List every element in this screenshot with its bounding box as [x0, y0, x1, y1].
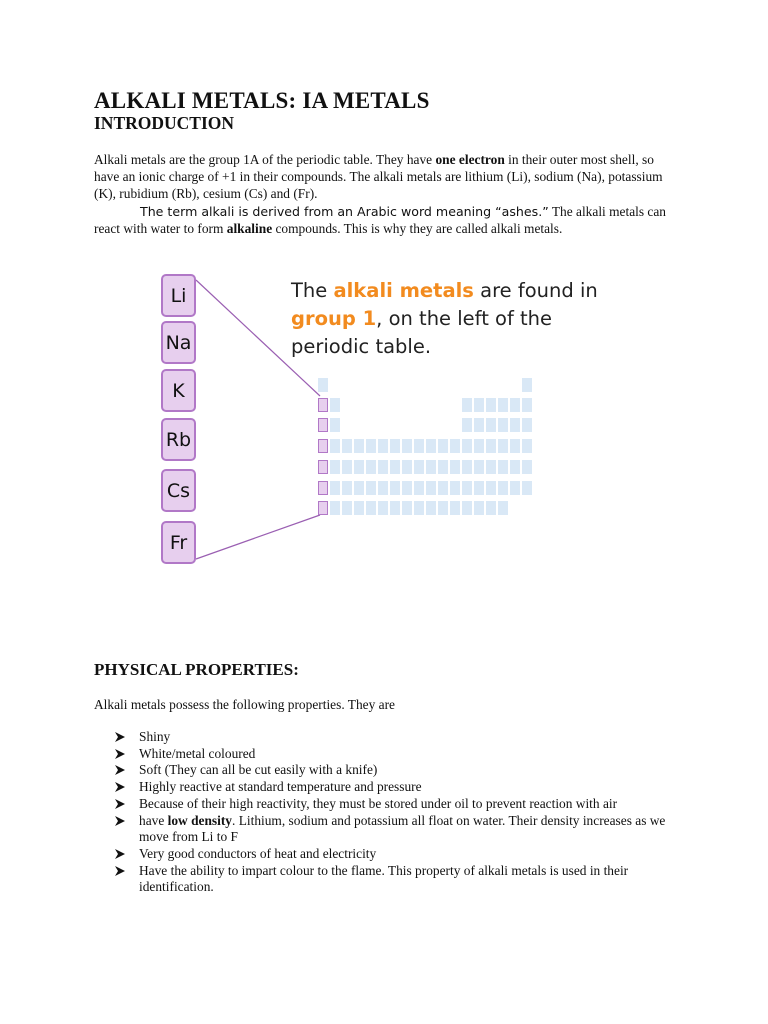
caption-text: are found in	[473, 279, 598, 302]
periodic-table-cell	[474, 460, 484, 474]
periodic-table-cell	[474, 439, 484, 453]
periodic-table-cell	[366, 460, 376, 474]
periodic-table-cell	[342, 481, 352, 495]
arrow-bullet-icon	[114, 748, 126, 760]
element-tile-li: Li	[161, 274, 196, 317]
periodic-table-cell	[450, 460, 460, 474]
periodic-table-cell	[450, 481, 460, 495]
periodic-table-cell	[402, 398, 412, 412]
periodic-table-cell	[378, 460, 388, 474]
periodic-table-cell	[522, 439, 532, 453]
periodic-table-cell	[318, 398, 328, 412]
periodic-table-cell	[318, 418, 328, 432]
periodic-table-cell	[390, 439, 400, 453]
property-item	[112, 813, 686, 846]
periodic-table-cell	[498, 378, 508, 392]
periodic-table-cell	[486, 378, 496, 392]
caption-highlight: alkali metals	[333, 279, 474, 302]
periodic-table-cell	[414, 378, 424, 392]
periodic-table-cell	[462, 378, 472, 392]
periodic-table-cell	[342, 501, 352, 515]
periodic-table-cell	[330, 481, 340, 495]
property-item	[112, 846, 686, 863]
property-item	[112, 746, 686, 763]
periodic-table-cell	[402, 418, 412, 432]
periodic-table-cell	[378, 501, 388, 515]
caption-text: , on the left of the periodic table.	[291, 307, 553, 358]
periodic-table-cell	[366, 378, 376, 392]
caption-highlight: group 1	[291, 307, 377, 330]
periodic-table-cell	[498, 460, 508, 474]
property-text: Have the ability to impart colour to the flame. This property of alkali metals is used in their identification.	[139, 862, 629, 895]
periodic-table-cell	[510, 378, 520, 392]
periodic-table-cell	[366, 439, 376, 453]
periodic-table-cell	[486, 439, 496, 453]
arrow-bullet-icon	[114, 848, 126, 860]
periodic-table-row	[318, 479, 534, 497]
periodic-table-cell	[414, 398, 424, 412]
periodic-table-cell	[438, 481, 448, 495]
periodic-table-cell	[474, 481, 484, 495]
periodic-table-cell	[330, 418, 340, 432]
intro-text: The term alkali is derived from an Arabic word meaning “ashes.”	[140, 204, 549, 219]
periodic-table-cell	[498, 501, 508, 515]
periodic-table-cell	[522, 418, 532, 432]
periodic-table-cell	[414, 439, 424, 453]
periodic-table-cell	[402, 501, 412, 515]
periodic-table-cell	[342, 418, 352, 432]
periodic-table-cell	[498, 481, 508, 495]
property-item	[112, 729, 686, 746]
property-text: Highly reactive at standard temperature and pressure	[139, 779, 422, 795]
periodic-table-cell	[318, 460, 328, 474]
periodic-table-cell	[318, 439, 328, 453]
periodic-table-cell	[450, 439, 460, 453]
periodic-table-cell	[438, 418, 448, 432]
periodic-table-cell	[414, 481, 424, 495]
periodic-table-cell	[498, 398, 508, 412]
periodic-table-cell	[318, 378, 328, 392]
periodic-table-cell	[462, 460, 472, 474]
periodic-table-cell	[366, 418, 376, 432]
periodic-table-cell	[390, 501, 400, 515]
property-text: Shiny	[139, 729, 171, 744]
physical-intro: Alkali metals possess the following properties. They are	[94, 697, 395, 712]
periodic-table-cell	[462, 481, 472, 495]
caption-text: The	[291, 279, 334, 302]
periodic-table-cell	[402, 439, 412, 453]
periodic-table-cell	[366, 501, 376, 515]
periodic-table-cell	[426, 378, 436, 392]
arrow-bullet-icon	[114, 731, 126, 743]
element-tile-na: Na	[161, 321, 196, 364]
periodic-table-row	[318, 458, 534, 476]
periodic-table-cell	[342, 439, 352, 453]
periodic-table-cell	[342, 378, 352, 392]
element-tile-rb: Rb	[161, 418, 196, 461]
element-tile-k: K	[161, 369, 196, 412]
periodic-table-row	[318, 437, 534, 455]
periodic-table-cell	[342, 460, 352, 474]
periodic-table-cell	[438, 501, 448, 515]
arrow-bullet-icon	[114, 764, 126, 776]
property-item	[112, 863, 686, 896]
periodic-table-cell	[426, 418, 436, 432]
periodic-table-cell	[378, 418, 388, 432]
periodic-table-cell	[450, 378, 460, 392]
periodic-table-cell	[486, 460, 496, 474]
periodic-table-row	[318, 396, 534, 414]
periodic-table-cell	[414, 418, 424, 432]
property-bold-text: low density	[167, 812, 232, 828]
periodic-table-cell	[522, 460, 532, 474]
periodic-table-cell	[426, 501, 436, 515]
property-text: have	[139, 812, 168, 828]
intro-bold-text: alkaline	[226, 221, 273, 236]
periodic-table-cell	[318, 481, 328, 495]
periodic-table-cell	[450, 501, 460, 515]
periodic-table-cell	[414, 501, 424, 515]
periodic-table-cell	[342, 398, 352, 412]
periodic-table-cell	[474, 418, 484, 432]
periodic-table-cell	[402, 460, 412, 474]
periodic-table-cell	[354, 378, 364, 392]
periodic-table-cell	[426, 460, 436, 474]
periodic-table-cell	[426, 439, 436, 453]
periodic-table-cell	[498, 439, 508, 453]
periodic-table-cell	[402, 378, 412, 392]
property-text: Very good conductors of heat and electricity	[139, 845, 377, 861]
periodic-table-cell	[450, 398, 460, 412]
periodic-table-cell	[474, 398, 484, 412]
periodic-table-cell	[474, 378, 484, 392]
periodic-table-cell	[390, 481, 400, 495]
intro-text: The alkali metals can react with water to form	[94, 204, 666, 236]
periodic-table-cell	[354, 398, 364, 412]
periodic-table-cell	[438, 378, 448, 392]
periodic-table-cell	[510, 418, 520, 432]
property-text: . Lithium, sodium and potassium all float on water. Their density increases as we move from Li to F	[139, 812, 666, 845]
introduction-heading: INTRODUCTION	[94, 113, 235, 133]
periodic-table-cell	[486, 398, 496, 412]
intro-bold-text: one electron	[435, 152, 505, 167]
property-text: White/metal coloured	[139, 745, 256, 761]
arrow-bullet-icon	[114, 815, 126, 827]
intro-text: compounds. This is why they are called alkali metals.	[272, 221, 563, 236]
periodic-table-cell	[378, 481, 388, 495]
periodic-table-cell	[510, 398, 520, 412]
periodic-table-cell	[366, 481, 376, 495]
property-item	[112, 779, 686, 796]
periodic-table-cell	[462, 501, 472, 515]
periodic-table-cell	[330, 439, 340, 453]
periodic-table-cell	[378, 398, 388, 412]
periodic-table-cell	[510, 481, 520, 495]
periodic-table-cell	[390, 398, 400, 412]
periodic-table-cell	[354, 501, 364, 515]
periodic-table-cell	[426, 481, 436, 495]
property-text: Because of their high reactivity, they must be stored under oil to prevent reaction with air	[139, 795, 618, 811]
periodic-table-cell	[402, 481, 412, 495]
periodic-table-cell	[438, 398, 448, 412]
periodic-table-cell	[462, 418, 472, 432]
periodic-table-cell	[486, 481, 496, 495]
property-text: Soft (They can all be cut easily with a knife)	[139, 762, 378, 778]
intro-paragraph-2	[94, 203, 674, 237]
periodic-table-cell	[390, 460, 400, 474]
intro-text: Alkali metals are the group 1A of the periodic table. They have	[94, 152, 436, 167]
periodic-table-cell	[498, 418, 508, 432]
element-tile-fr: Fr	[161, 521, 196, 564]
periodic-table-cell	[330, 378, 340, 392]
periodic-table-cell	[486, 501, 496, 515]
periodic-table-cell	[522, 378, 532, 392]
periodic-table-cell	[390, 378, 400, 392]
periodic-table-cell	[510, 439, 520, 453]
periodic-table-cell	[330, 460, 340, 474]
page-title: ALKALI METALS: IA METALS	[94, 88, 430, 113]
arrow-bullet-icon	[114, 798, 126, 810]
property-item	[112, 796, 686, 813]
periodic-table-row	[318, 376, 534, 394]
intro-paragraph-1	[94, 151, 674, 202]
physical-properties-heading: PHYSICAL PROPERTIES:	[94, 660, 299, 679]
figure-caption	[291, 277, 621, 361]
intro-text: in their outer most shell, so have an ionic charge of +1 in their compounds. The alkali metals are lithium (Li), sodium (Na), potassium (K), rubidium (Rb), cesium (Cs) and (Fr).	[94, 152, 663, 201]
periodic-table-cell	[522, 398, 532, 412]
periodic-table-cell	[474, 501, 484, 515]
periodic-table-cell	[366, 398, 376, 412]
periodic-table-cell	[330, 398, 340, 412]
property-item	[112, 762, 686, 779]
periodic-table-cell	[462, 439, 472, 453]
periodic-table-cell	[510, 460, 520, 474]
arrow-bullet-icon	[114, 781, 126, 793]
periodic-table-cell	[438, 439, 448, 453]
periodic-table-cell	[354, 439, 364, 453]
periodic-table-cell	[378, 378, 388, 392]
arrow-bullet-icon	[114, 865, 126, 877]
properties-list	[112, 729, 686, 896]
periodic-table-cell	[354, 460, 364, 474]
periodic-table-cell	[462, 398, 472, 412]
periodic-table-cell	[390, 418, 400, 432]
periodic-table-cell	[330, 501, 340, 515]
periodic-table-cell	[450, 418, 460, 432]
periodic-table-cell	[438, 460, 448, 474]
periodic-table-cell	[354, 481, 364, 495]
periodic-table-cell	[414, 460, 424, 474]
periodic-table-cell	[522, 481, 532, 495]
periodic-table-cell	[354, 418, 364, 432]
periodic-table-cell	[378, 439, 388, 453]
periodic-table-row	[318, 499, 510, 517]
periodic-table-cell	[318, 501, 328, 515]
element-tile-cs: Cs	[161, 469, 196, 512]
periodic-table-cell	[486, 418, 496, 432]
periodic-table-row	[318, 416, 534, 434]
periodic-table-cell	[426, 398, 436, 412]
alkali-metals-figure	[150, 263, 620, 568]
